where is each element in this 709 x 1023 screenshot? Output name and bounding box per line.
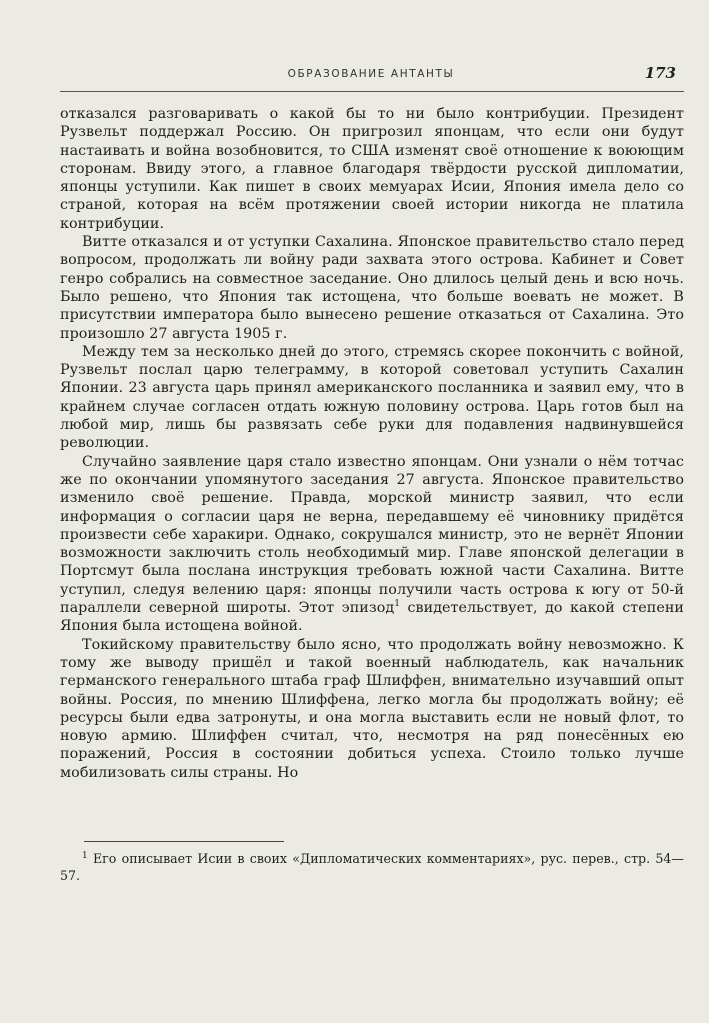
paragraph-3: Между тем за несколько дней до этого, стремясь скорее покончить с войной, Рузвельт послал царю телеграмму, в которой советовал уступить Сахалин Японии. 23 августа царь принял американского посланника и заявил ему, что в крайнем случае согласен отдать южную половину острова. Царь готов был на любой мир, лишь бы развязать себе руки для подавления надвинувшейся революции. [60,343,684,452]
running-title: ОБРАЗОВАНИЕ АНТАНТЫ [287,68,455,80]
footnote-reference: 1 [394,599,401,610]
paragraph-2: Витте отказался и от уступки Сахалина. Японское правительство стало перед вопросом, продолжать ли войну ради захвата этого острова. Кабинет и Совет генро собрались на совместное заседание. Оно длилось целый день и всю ночь. Было решено, что Япония так истощена, что больше воевать не может. В присутствии императора было вынесено решение отказаться от Сахалина. Это произошло 27 августа 1905 г. [60,234,684,342]
paragraph-4-text: Случайно заявление царя стало известно японцам. Они узнали о нём тотчас же по окончании упомянутого заседания 27 августа. Японское правительство изменило своё решение. Правда, морской министр заявил, что если информация о согласии царя не верна, передавшему её чиновнику придётся произвести себе харакири. Однако, сокрушался министр, это не вернёт Японии возможности заключить столь необходимый мир. Главе японской делегации в Портсмут была послана инструкция требовать южной части Сахалина. Витте уступил, следуя велению царя: японцы получили часть острова к югу от 50-й параллели северной широты. Этот эпизод [60,453,684,617]
page-header [60,64,682,88]
header-rule [60,91,684,92]
footnote [60,851,684,884]
paragraph-4-tail: свидетельствует, до какой степени Япония была истощена войной. [60,600,685,635]
footnote-text: Его описывает Исии в своих «Дипломатических комментариях», рус. перев., стр. 54—57. [60,851,684,883]
footnote-rule [84,841,284,842]
page-number: 173 [644,64,676,82]
footnote-marker: 1 [82,850,88,861]
paragraph-4 [60,453,684,636]
body-text [60,105,684,782]
paragraph-1: отказался разговаривать о какой бы то ни было контрибуции. Президент Рузвельт поддержал Россию. Он пригрозил японцам, что если они будут настаивать и война возобновится, то США изменят своё отношение к воюющим сторонам. Ввиду этого, а главное благодаря твёрдости русской дипломатии, японцы уступили. Как пишет в своих мемуарах Исии, Япония имела дело со страной, которая на всём протяжении своей истории никогда не платила контрибуции. [60,106,684,232]
paragraph-5: Токийскому правительству было ясно, что продолжать войну невозможно. К тому же выводу пришёл и такой военный наблюдатель, как начальник германского генерального штаба граф Шлиффен, внимательно изучавший опыт войны. Россия, по мнению Шлиффена, легко могла бы продолжать войну; её ресурсы были едва затронуты, и она могла выставить если не новый флот, то новую армию. Шлиффен считал, что, несмотря на ряд понесённых ею поражений, Россия в состоянии добиться успеха. Стоило только лучше мобилизовать силы страны. Но [60,636,684,781]
